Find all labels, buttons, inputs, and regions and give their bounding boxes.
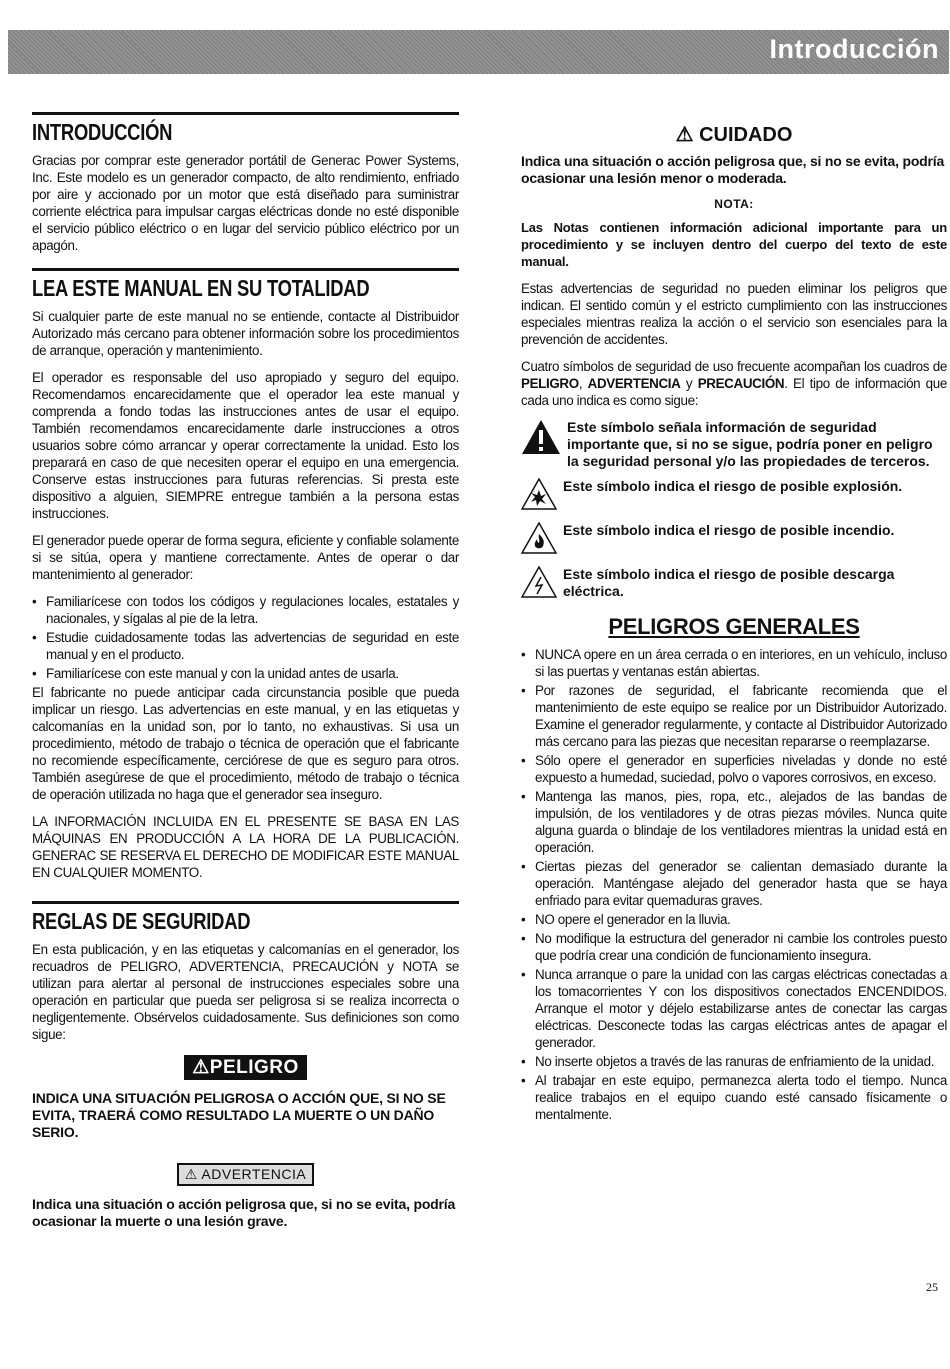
symbol-explosion: Este símbolo indica el riesgo de posible explosión. xyxy=(521,478,947,510)
nota-label: NOTA: xyxy=(714,197,754,211)
list-item: • Nunca arranque o pare la unidad con las cargas eléctricas conectadas a los tomacorrientes Y con los dispositivos conectados ENCENDIDOS. Arranque el motor y déjelo estabilizarse antes de conectar las cargas eléctricas. Desconecte todas las cargas eléctricas antes de apagar el generador. xyxy=(535,966,947,1051)
section-rule xyxy=(32,268,459,271)
symbol-fire: Este símbolo indica el riesgo de posible incendio. xyxy=(521,522,947,554)
general-bullet-list xyxy=(521,646,947,1123)
section-rule xyxy=(32,901,459,904)
warning-triangle-icon: ⚠ xyxy=(675,124,694,146)
cuidado-label: ⚠ CUIDADO xyxy=(675,124,793,146)
intro-text: Gracias por comprar este generador portátil de Generac Power Systems, Inc. Este modelo es un generador compacto, de alto rendimiento, enfriado por aire y accionado por un motor que está diseñado para suministrar corriente eléctrica para impulsar cargas eléctricas donde no esté disponible el servicio público eléctrico o en lugar del servicio público eléctrico por un apagón. xyxy=(32,153,459,253)
manual-paragraph: El generador puede operar de forma segura, eficiente y confiable solamente si se sitúa, opera y mantiene correctamente. Antes de operar o dar mantenimiento al generador: xyxy=(32,533,459,582)
manual-heading: LEA ESTE MANUAL EN SU TOTALIDAD xyxy=(32,275,370,301)
list-item: • Sólo opere el generador en superficies niveladas y donde no esté expuesto a humedad, suciedad, polvo o vapores corrosivos, en exceso. xyxy=(535,752,947,786)
general-heading: PELIGROS GENERALES xyxy=(608,614,860,639)
list-item: • No modifique la estructura del generador ni cambie los controles puesto que podría crear una condición de funcionamiento insegura. xyxy=(535,930,947,964)
list-item: • Por razones de seguridad, el fabricante recomienda que el mantenimiento de este equipo se realice por un Distribuidor Autorizado. Examine el generador regularmente, y contacte al Distribuidor Autorizado más cercano para las piezas que necesitan repararse o reemplazarse. xyxy=(535,682,947,750)
intro-heading: INTRODUCCIÓN xyxy=(32,119,173,145)
section-rule xyxy=(32,112,459,115)
advertencia-text: Indica una situación o acción peligrosa que, si no se evita, podría ocasionar la muerte o una lesión grave. xyxy=(32,1196,456,1229)
list-item: • Estudie cuidadosamente todas las advertencias de seguridad en este manual y en el producto. xyxy=(46,629,459,663)
symbol-shock: Este símbolo indica el riesgo de posible descarga eléctrica. xyxy=(521,566,947,600)
explosion-icon xyxy=(521,478,557,510)
header-banner xyxy=(8,30,949,74)
advertencia-label: ⚠ ADVERTENCIA xyxy=(177,1163,315,1186)
fire-icon xyxy=(521,522,557,554)
safety-heading: REGLAS DE SEGURIDAD xyxy=(32,908,251,934)
manual-paragraph: Si cualquier parte de este manual no se entiende, contacte al Distribuidor Autorizado más cercano para obtener información sobre los procedimientos de arranque, operación y mantenimiento. xyxy=(32,309,459,358)
list-item: • NUNCA opere en un área cerrada o en interiores, en un vehículo, incluso si las puertas y ventanas están abiertas. xyxy=(535,646,947,680)
safety-alert-icon xyxy=(521,419,561,455)
safety-paragraph: Estas advertencias de seguridad no pueden eliminar los peligros que indican. El sentido común y el estricto cumplimiento con las instrucciones especiales mientras realiza la acción o el servicio son esenciales para la prevención de accidentes. xyxy=(521,281,947,347)
list-item: • Al trabajar en este equipo, permanezca alerta todo el tiempo. Nunca realice trabajos en el equipo cuando esté cansado físicamente o mentalmente. xyxy=(535,1072,947,1123)
manual-paragraph: LA INFORMACIÓN INCLUIDA EN EL PRESENTE SE BASA EN LAS MÁQUINAS EN PRODUCCIÓN A LA HORA DE LA PUBLICACIÓN. GENERAC SE RESERVA EL DERECHO DE MODIFICAR ESTE MANUAL EN CUALQUIER MOMENTO. xyxy=(32,814,459,880)
banner-title: Introducción xyxy=(769,34,939,64)
left-column xyxy=(32,112,459,1240)
warning-triangle-icon: ⚠ xyxy=(192,1057,210,1078)
cuidado-text: Indica una situación o acción peligrosa que, si no se evita, podría ocasionar una lesión menor o moderada. xyxy=(521,153,945,186)
manual-paragraph: El operador es responsable del uso apropiado y seguro del equipo. Recomendamos encarecidamente que el operador lea este manual y comprenda a fondo todas las instrucciones antes de usar el equipo. También recomendamos encarecidamente darle instrucciones a otros usuarios sobre cómo arrancar y operar correctamente la unidad. Esto los preparará en caso de que necesiten operar el equipo en una emergencia. Conserve estas instrucciones para futuras referencias. Si presta este dispositivo a alguien, SIEMPRE entregue también a la persona estas instrucciones. xyxy=(32,370,459,521)
list-item: • Mantenga las manos, pies, ropa, etc., alejados de las bandas de impulsión, de los ventiladores y de otras piezas móviles. Nunca quite alguna guarda o blindaje de los ventiladores mientras la unidad está en operación. xyxy=(535,788,947,856)
electric-shock-icon xyxy=(521,566,557,598)
list-item: • No inserte objetos a través de las ranuras de enfriamiento de la unidad. xyxy=(535,1053,947,1070)
peligro-text: INDICA UNA SITUACIÓN PELIGROSA O ACCIÓN QUE, SI NO SE EVITA, TRAERÁ COMO RESULTADO LA MUERTE O UN DAÑO SERIO. xyxy=(32,1090,446,1140)
warning-triangle-icon: ⚠ xyxy=(184,1166,198,1182)
page-number: 25 xyxy=(926,1280,938,1294)
manual-bullet-list xyxy=(32,593,459,682)
right-column xyxy=(521,112,947,1125)
nota-text: Las Notas contienen información adicional importante para un procedimiento y se incluyen dentro del cuerpo del texto de este manual. xyxy=(521,220,947,269)
safety-paragraph: En esta publicación, y en las etiquetas y calcomanías en el generador, los recuadros de PELIGRO, ADVERTENCIA, PRECAUCIÓN y NOTA se utilizan para alertar al personal de instrucciones especiales sobre una operación en particular que pueda ser peligrosa si se realiza incorrecta o negligentemente. Obsérvelos cuidadosamente. Sus definiciones son como sigue: xyxy=(32,942,459,1042)
list-item: • Familiarícese con todos los códigos y regulaciones locales, estatales y nacionales, y sígalas al pie de la letra. xyxy=(46,593,459,627)
peligro-label: ⚠PELIGRO xyxy=(184,1055,307,1080)
list-item: • NO opere el generador en la lluvia. xyxy=(535,911,947,928)
symbol-safety: Este símbolo señala información de seguridad importante que, si no se sigue, podría poner en peligro la seguridad personal y/o las propiedades de terceros. xyxy=(521,419,947,470)
list-item: • Ciertas piezas del generador se calientan demasiado durante la operación. Manténgase alejado del generador hasta que se haya enfriado para evitar quemaduras graves. xyxy=(535,858,947,909)
manual-paragraph: El fabricante no puede anticipar cada circunstancia posible que pueda implicar un riesgo. Las advertencias en este manual, y en las etiquetas y calcomanías en la unidad son, por lo tanto, no exhaustivas. Si usa un procedimiento, método de trabajo o técnica de operación que el fabricante no recomiende específicamente, cerciórese de que es seguro para otros. También asegúrese de que el procedimiento, método de trabajo o técnica de operación utilizada no haga que el generador sea inseguro. xyxy=(32,685,459,802)
list-item: • Familiarícese con este manual y con la unidad antes de usarla. xyxy=(46,665,459,682)
symbols-intro: Cuatro símbolos de seguridad de uso frecuente acompañan los cuadros de PELIGRO, ADVERTENCIA y PRECAUCIÓN. El tipo de información que cada uno indica es como sigue: xyxy=(521,359,947,408)
